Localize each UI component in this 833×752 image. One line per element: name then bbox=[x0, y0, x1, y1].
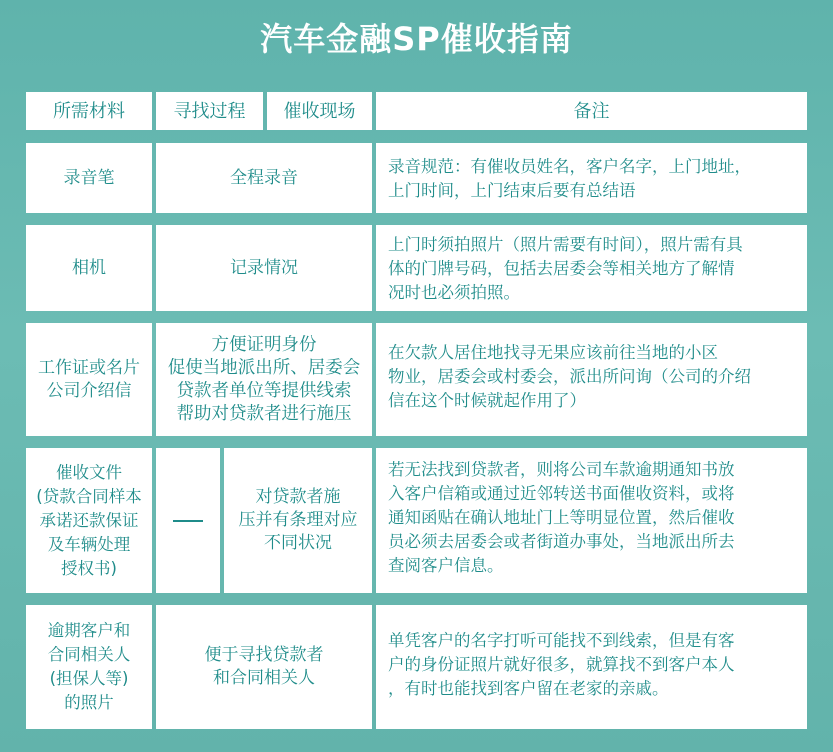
note-cell: 若无法找到贷款者，则将公司车款逾期通知书放 入客户信箱或通过近邻转送书面催收资料，或将 通知函贴在确认地址门上等明显位置，然后催收 员必须去居委会或者街道办事处，当地派出所去 查阅客户信息。 bbox=[376, 448, 807, 593]
header-materials: 所需材料 bbox=[26, 92, 152, 130]
note-cell: 在欠款人居住地找寻无果应该前往当地的小区 物业，居委会或村委会，派出所问询（公司的介绍 信在这个时候就起作用了） bbox=[376, 323, 807, 436]
table-row bbox=[26, 143, 807, 213]
material-cell: 相机 bbox=[26, 225, 152, 311]
header-scene: 催收现场 bbox=[267, 92, 372, 130]
process-cell bbox=[156, 448, 220, 593]
table-row bbox=[26, 323, 807, 436]
empty-dash bbox=[173, 520, 203, 522]
table-row bbox=[26, 605, 807, 729]
usage-cell: 全程录音 bbox=[156, 143, 372, 213]
table-row bbox=[26, 448, 807, 593]
header-process: 寻找过程 bbox=[156, 92, 263, 130]
usage-cell: 便于寻找贷款者 和合同相关人 bbox=[156, 605, 372, 729]
usage-cell: 方便证明身份 促使当地派出所、居委会 贷款者单位等提供线索 帮助对贷款者进行施压 bbox=[156, 323, 372, 436]
note-cell: 上门时须拍照片（照片需要有时间），照片需有具 体的门牌号码，包括去居委会等相关地方了解情 况时也必须拍照。 bbox=[376, 225, 807, 311]
table-header-row bbox=[26, 92, 807, 130]
material-cell: 工作证或名片 公司介绍信 bbox=[26, 323, 152, 436]
material-cell: 催收文件 (贷款合同样本 承诺还款保证 及车辆处理 授权书) bbox=[26, 448, 152, 593]
note-cell: 录音规范：有催收员姓名，客户名字，上门地址， 上门时间，上门结束后要有总结语 bbox=[376, 143, 807, 213]
material-cell: 录音笔 bbox=[26, 143, 152, 213]
header-notes: 备注 bbox=[376, 92, 807, 130]
page-title: 汽车金融SP催收指南 bbox=[260, 20, 573, 58]
material-cell: 逾期客户和 合同相关人 (担保人等) 的照片 bbox=[26, 605, 152, 729]
note-cell: 单凭客户的名字打听可能找不到线索，但是有客 户的身份证照片就好很多，就算找不到客户本人 ，有时也能找到客户留在老家的亲戚。 bbox=[376, 605, 807, 729]
scene-cell: 对贷款者施 压并有条理对应 不同状况 bbox=[224, 448, 372, 593]
table-row bbox=[26, 225, 807, 311]
usage-cell: 记录情况 bbox=[156, 225, 372, 311]
